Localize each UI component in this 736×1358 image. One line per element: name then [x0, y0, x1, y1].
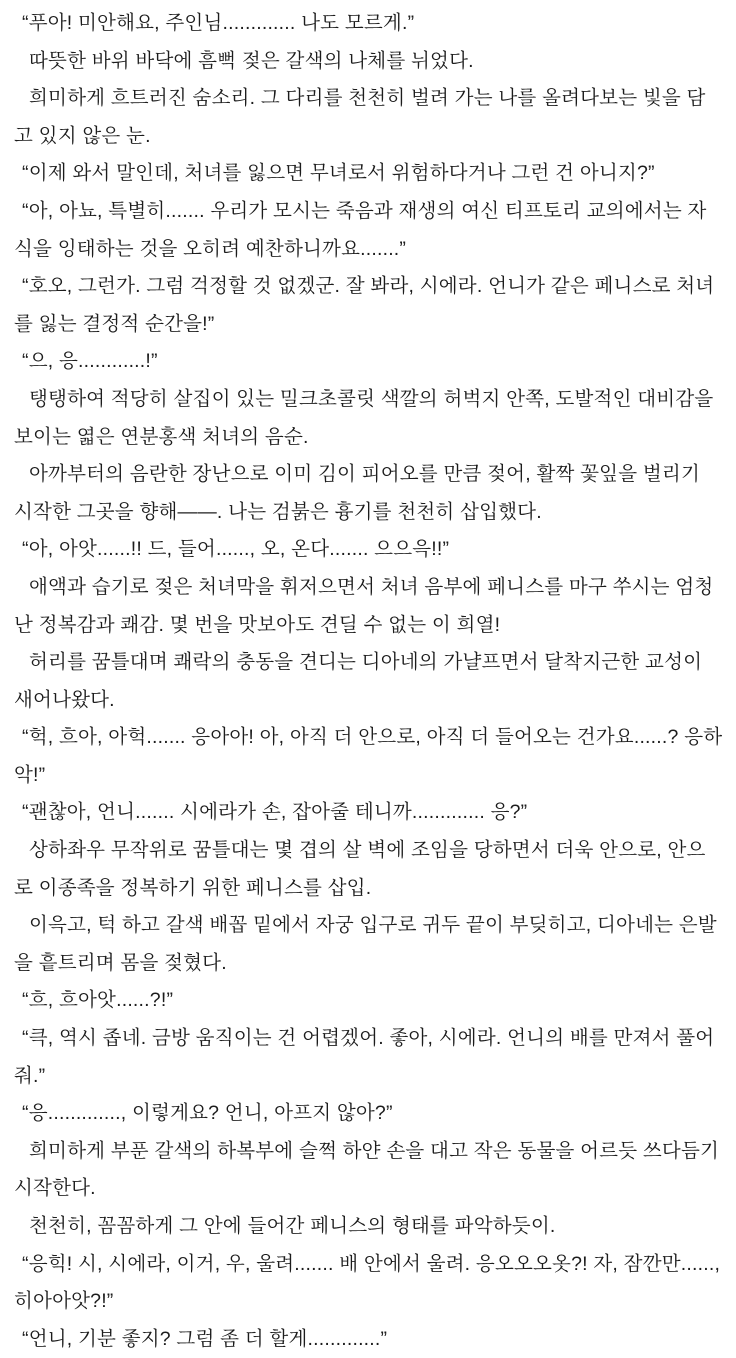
paragraph: “응............., 이렇게요? 언니, 아프지 않아?”	[22, 1102, 393, 1125]
paragraph: “아, 아앗......!! 드, 들어......, 오, 온다....... 으으윽!!”	[22, 538, 450, 561]
paragraph: “으, 응............!”	[22, 350, 158, 373]
paragraph: 희미하게 흐트러진 숨소리. 그 다리를 천천히 벌려 가는 나를 올려다보는 빛을 담고 있지 않은 눈.	[14, 87, 706, 147]
paragraph: “큭, 역시 좁네. 금방 움직이는 건 어렵겠어. 좋아, 시에라. 언니의 배를 만져서 풀어줘.”	[14, 1027, 715, 1087]
paragraph: “아, 아뇨, 특별히....... 우리가 모시는 죽음과 재생의 여신 티프토리 교의에서는 자식을 잉태하는 것을 오히려 예찬하니까요.......”	[14, 199, 707, 260]
paragraph: 천천히, 꼼꼼하게 그 안에 들어간 페니스의 형태를 파악하듯이.	[29, 1215, 556, 1237]
paragraph: 이윽고, 턱 하고 갈색 배꼽 밑에서 자궁 입구로 귀두 끝이 부딪히고, 디아네는 은발을 흩트리며 몸을 젖혔다.	[14, 914, 717, 974]
paragraph: 상하좌우 무작위로 꿈틀대는 몇 겹의 살 벽에 조임을 당하면서 더욱 안으로, 안으로 이종족을 정복하기 위한 페니스를 삽입.	[14, 839, 706, 899]
paragraph: 따뜻한 바위 바닥에 흠뻑 젖은 갈색의 나체를 뉘었다.	[29, 49, 474, 72]
paragraph: “언니, 기분 좋지? 그럼 좀 더 할게.............”	[22, 1327, 388, 1350]
paragraph: 애액과 습기로 젖은 처녀막을 휘저으면서 처녀 음부에 페니스를 마구 쑤시는 엄청난 정복감과 쾌감. 몇 번을 맛보아도 견딜 수 없는 이 희열!	[14, 575, 714, 636]
paragraph: 허리를 꿈틀대며 쾌락의 충동을 견디는 디아네의 가냘프면서 달착지근한 교성이 새어나왔다.	[14, 651, 703, 711]
paragraph: “푸아! 미안해요, 주인님............. 나도 모르게.”	[22, 12, 415, 34]
paragraph: “호오, 그런가. 그럼 걱정할 것 없겠군. 잘 봐라, 시에라. 언니가 같은 페니스로 처녀를 잃는 결정적 순간을!”	[14, 275, 715, 335]
paragraph: 희미하게 부푼 갈색의 하복부에 슬쩍 하얀 손을 대고 작은 동물을 어르듯 쓰다듬기 시작한다.	[14, 1139, 720, 1200]
paragraph: “헉, 흐아, 아헉....... 응아아! 아, 아직 더 안으로, 아직 더 들어오는 건가요......? 응하악!”	[14, 726, 723, 786]
paragraph: “흐, 흐아앗......?!”	[22, 989, 174, 1012]
paragraph: 탱탱하여 적당히 살집이 있는 밀크초콜릿 색깔의 허벅지 안쪽, 도발적인 대비감을 보이는 엷은 연분홍색 처녀의 음순.	[14, 387, 714, 448]
paragraph: “응힉! 시, 시에라, 이거, 우, 울려....... 배 안에서 울려. 응오오오옷?! 자, 잠깐만......, 히아아앗?!”	[14, 1252, 721, 1313]
paragraph: 아까부터의 음란한 장난으로 이미 김이 피어오를 만큼 젖어, 활짝 꽃잎을 벌리기 시작한 그곳을 향해——. 나는 검붉은 흉기를 천천히 삽입했다.	[14, 463, 700, 523]
paragraph: “괜찮아, 언니....... 시에라가 손, 잡아줄 테니까............. 응?”	[22, 801, 528, 824]
paragraph: “이제 와서 말인데, 처녀를 잃으면 무녀로서 위험하다거나 그런 건 아니지?”	[22, 162, 655, 185]
